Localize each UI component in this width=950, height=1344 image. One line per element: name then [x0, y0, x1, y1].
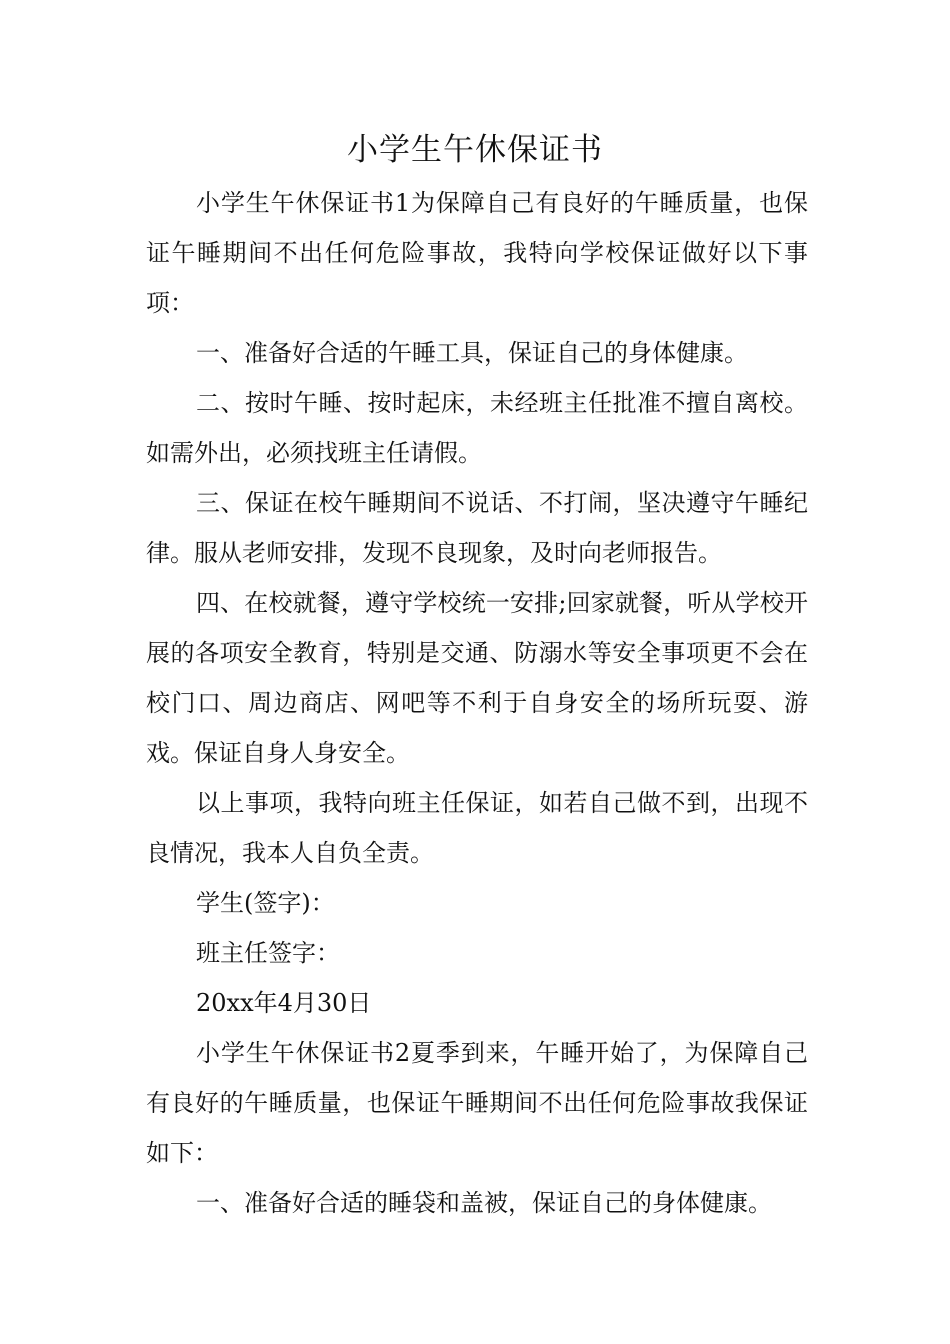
- paragraph-item-2: 二、按时午睡、按时起床，未经班主任批准不擅自离校。如需外出，必须找班主任请假。: [146, 389, 808, 467]
- date-line: 20xx年4月30日: [196, 989, 372, 1017]
- document-body: [146, 178, 808, 1228]
- paragraph-conclusion: 以上事项，我特向班主任保证，如若自己做不到，出现不良情况，我本人自负全责。: [146, 789, 808, 867]
- paragraph-item-1-second: 一、准备好合适的睡袋和盖被，保证自己的身体健康。: [196, 1189, 772, 1217]
- teacher-signature-line: 班主任签字：: [196, 939, 340, 967]
- document-title: 小学生午休保证书: [347, 132, 603, 168]
- paragraph-item-3: 三、保证在校午睡期间不说话、不打闹，坚决遵守午睡纪律。服从老师安排，发现不良现象，及时向老师报告。: [146, 489, 808, 567]
- student-signature-line: 学生(签字)：: [196, 889, 335, 917]
- paragraph-item-1: 一、准备好合适的午睡工具，保证自己的身体健康。: [196, 339, 748, 367]
- paragraph-item-4: 四、在校就餐，遵守学校统一安排;回家就餐，听从学校开展的各项安全教育，特别是交通、防溺水等安全事项更不会在校门口、周边商店、网吧等不利于自身安全的场所玩耍、游戏。保证自身人身安全。: [146, 589, 808, 767]
- paragraph-intro-2: 小学生午休保证书2夏季到来，午睡开始了，为保障自己有良好的午睡质量，也保证午睡期间不出任何危险事故我保证如下：: [146, 1039, 808, 1167]
- paragraph-intro-1: 小学生午休保证书1为保障自己有良好的午睡质量，也保证午睡期间不出任何危险事故，我特向学校保证做好以下事项：: [146, 189, 808, 317]
